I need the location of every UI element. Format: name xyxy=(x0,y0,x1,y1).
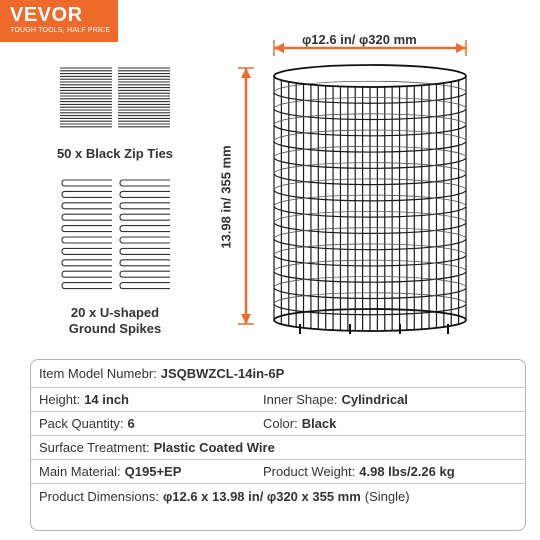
height-label: 13.98 in/ 355 mm xyxy=(218,145,234,249)
spec-model-value: JSQBWZCL-14in-6P xyxy=(160,366,285,381)
spec-color-label: Color: xyxy=(263,416,298,431)
spec-qty-label: Pack Quantity: xyxy=(39,416,124,431)
ground-spike xyxy=(62,248,112,254)
spec-model-label: Item Model Numebr: xyxy=(39,366,157,381)
spec-row-dimensions xyxy=(31,484,525,508)
ground-spike xyxy=(62,191,112,197)
spec-row-qty-color xyxy=(31,412,525,436)
ground-spike xyxy=(120,226,170,232)
cage-ring-back xyxy=(274,65,466,76)
spec-shape-value: Cylindrical xyxy=(341,392,408,407)
ground-spike xyxy=(62,271,112,277)
ground-spike xyxy=(62,260,112,266)
spec-dims-label: Product Dimensions: xyxy=(39,488,159,504)
ground-spike xyxy=(120,214,170,220)
ground-spike xyxy=(62,283,112,289)
ground-spikes-label xyxy=(30,305,200,337)
spec-weight-value: 4.98 lbs/2.26 kg xyxy=(359,464,455,479)
spec-dims-suffix: (Single) xyxy=(364,488,410,504)
ground-spike xyxy=(62,214,112,220)
spec-material-value: Q195+EP xyxy=(124,464,182,479)
spec-row-model xyxy=(31,360,525,388)
spec-surface-value: Plastic Coated Wire xyxy=(153,440,275,455)
ground-spike xyxy=(120,248,170,254)
ground-spike xyxy=(62,180,112,186)
ground-spike xyxy=(62,203,112,209)
cage-top-rim xyxy=(274,65,466,87)
spec-dims-value: φ12.6 x 13.98 in/ φ320 x 355 mm xyxy=(162,488,361,504)
logo-tagline: TOUGH TOOLS, HALF PRICE xyxy=(10,27,111,34)
wire-cage-illustration xyxy=(230,28,520,340)
ground-spikes-label-line2: Ground Spikes xyxy=(68,321,162,336)
cage-wire-grid xyxy=(274,65,466,334)
spec-height-value: 14 inch xyxy=(84,392,129,407)
diameter-label: φ12.6 in/ φ320 mm xyxy=(302,32,417,47)
logo-brand: VEVOR xyxy=(10,4,83,26)
vevor-logo xyxy=(0,0,118,42)
height-arrow xyxy=(238,68,254,324)
ground-spike xyxy=(120,260,170,266)
spec-color-value: Black xyxy=(301,416,337,431)
ground-spike xyxy=(120,283,170,289)
spec-qty-value: 6 xyxy=(127,416,135,431)
spec-row-height-shape xyxy=(31,388,525,412)
spec-surface-label: Surface Treatment: xyxy=(39,440,150,455)
spec-shape-label: Inner Shape: xyxy=(263,392,338,407)
spec-row-surface xyxy=(31,436,525,460)
ground-spike xyxy=(62,226,112,232)
ground-spikes-illustration xyxy=(60,178,172,296)
spec-weight-label: Product Weight: xyxy=(263,464,356,479)
spec-table xyxy=(30,359,526,531)
ground-spikes-label-line1: 20 x U-shaped xyxy=(70,305,160,320)
ground-spike xyxy=(120,191,170,197)
ground-spike xyxy=(62,237,112,243)
ground-spike xyxy=(120,180,170,186)
ground-spike xyxy=(120,203,170,209)
ground-spike xyxy=(120,237,170,243)
spec-row-material-weight xyxy=(31,460,525,484)
spec-height-label: Height: xyxy=(39,392,81,407)
spec-material-label: Main Material: xyxy=(39,464,121,479)
zip-ties-label: 50 x Black Zip Ties xyxy=(56,146,174,161)
ground-spike xyxy=(120,271,170,277)
zip-ties-illustration xyxy=(60,66,172,130)
